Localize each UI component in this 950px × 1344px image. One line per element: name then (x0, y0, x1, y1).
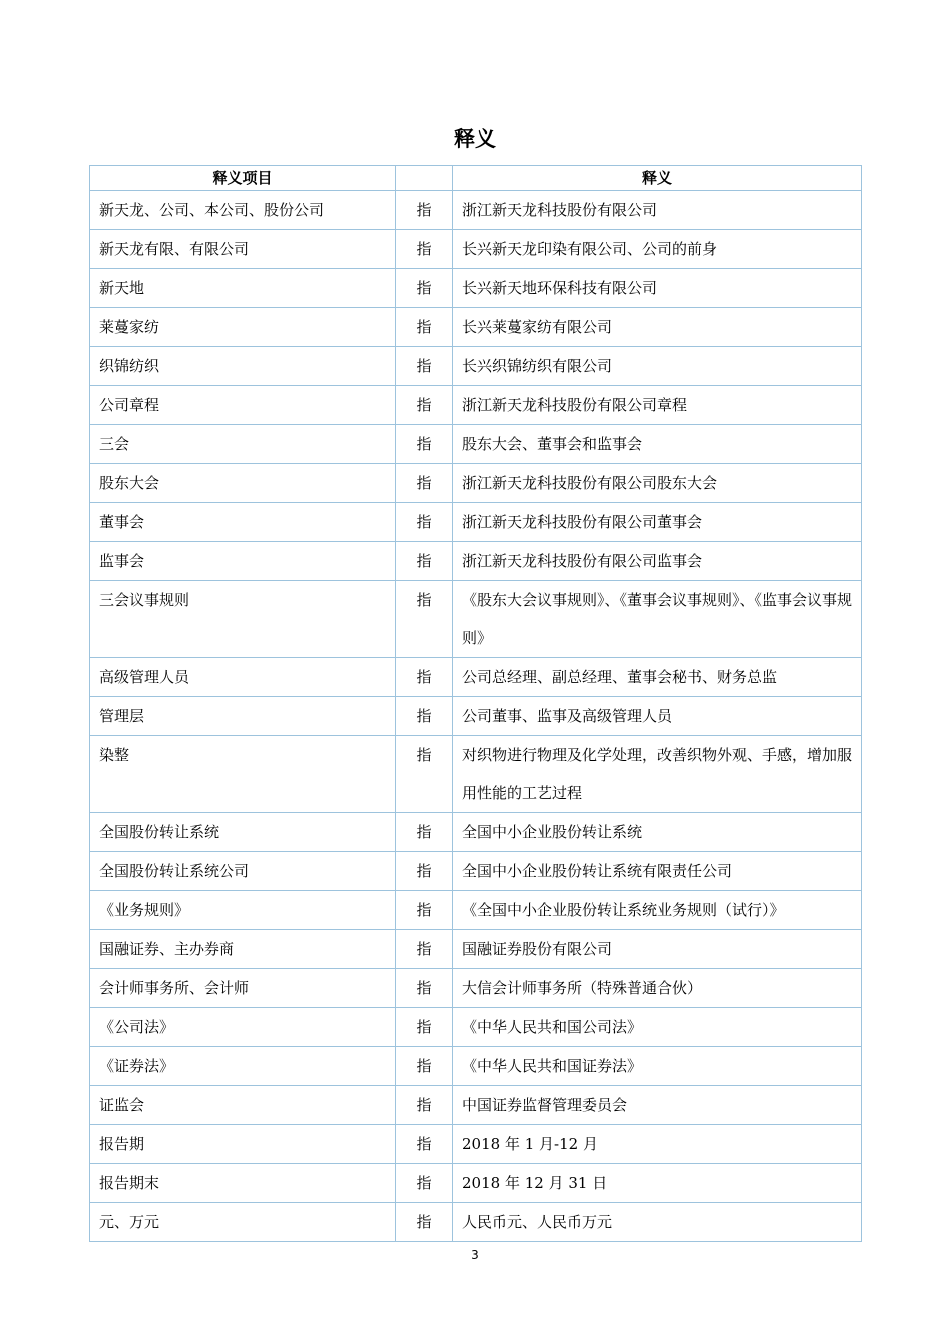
definition-cell: 中国证券监督管理委员会 (453, 1086, 862, 1125)
header-definition: 释义 (453, 166, 862, 191)
ref-cell: 指 (396, 1125, 453, 1164)
ref-cell: 指 (396, 1164, 453, 1203)
term-cell: 新天龙、公司、本公司、股份公司 (90, 191, 396, 230)
ref-cell: 指 (396, 930, 453, 969)
table-row (90, 464, 862, 503)
ref-cell: 指 (396, 230, 453, 269)
table-row (90, 813, 862, 852)
definition-cell: 《中华人民共和国公司法》 (453, 1008, 862, 1047)
ref-cell: 指 (396, 658, 453, 697)
header-ref (396, 166, 453, 191)
ref-cell: 指 (396, 347, 453, 386)
definitions-table (89, 165, 862, 1242)
table-row (90, 1047, 862, 1086)
table-row (90, 1008, 862, 1047)
ref-cell: 指 (396, 852, 453, 891)
definition-cell: 浙江新天龙科技股份有限公司章程 (453, 386, 862, 425)
definition-cell: 大信会计师事务所（特殊普通合伙） (453, 969, 862, 1008)
ref-cell: 指 (396, 736, 453, 813)
ref-cell: 指 (396, 1008, 453, 1047)
table-row (90, 269, 862, 308)
ref-cell: 指 (396, 542, 453, 581)
ref-cell: 指 (396, 386, 453, 425)
term-cell: 管理层 (90, 697, 396, 736)
definition-cell: 浙江新天龙科技股份有限公司股东大会 (453, 464, 862, 503)
table-row (90, 1164, 862, 1203)
ref-cell: 指 (396, 1203, 453, 1242)
definition-cell: 全国中小企业股份转让系统有限责任公司 (453, 852, 862, 891)
definition-cell: 长兴新天龙印染有限公司、公司的前身 (453, 230, 862, 269)
ref-cell: 指 (396, 813, 453, 852)
term-cell: 国融证券、主办券商 (90, 930, 396, 969)
definition-cell: 人民币元、人民币万元 (453, 1203, 862, 1242)
term-cell: 公司章程 (90, 386, 396, 425)
definition-cell: 长兴新天地环保科技有限公司 (453, 269, 862, 308)
ref-cell: 指 (396, 1047, 453, 1086)
definition-cell: 公司总经理、副总经理、董事会秘书、财务总监 (453, 658, 862, 697)
definition-cell: 2018 年 12 月 31 日 (453, 1164, 862, 1203)
table-row (90, 1125, 862, 1164)
definition-cell: 《中华人民共和国证券法》 (453, 1047, 862, 1086)
definition-cell: 《股东大会议事规则》、《董事会议事规则》、《监事会议事规则》 (453, 581, 862, 658)
term-cell: 会计师事务所、会计师 (90, 969, 396, 1008)
table-row (90, 969, 862, 1008)
ref-cell: 指 (396, 464, 453, 503)
definition-cell: 浙江新天龙科技股份有限公司 (453, 191, 862, 230)
ref-cell: 指 (396, 503, 453, 542)
table-row (90, 230, 862, 269)
term-cell: 三会议事规则 (90, 581, 396, 658)
term-cell: 新天地 (90, 269, 396, 308)
header-term: 释义项目 (90, 166, 396, 191)
definition-cell: 全国中小企业股份转让系统 (453, 813, 862, 852)
definition-cell: 浙江新天龙科技股份有限公司监事会 (453, 542, 862, 581)
term-cell: 监事会 (90, 542, 396, 581)
term-cell: 元、万元 (90, 1203, 396, 1242)
table-row (90, 347, 862, 386)
term-cell: 证监会 (90, 1086, 396, 1125)
ref-cell: 指 (396, 581, 453, 658)
definition-cell: 长兴莱蔓家纺有限公司 (453, 308, 862, 347)
table-row (90, 891, 862, 930)
table-row (90, 581, 862, 658)
term-cell: 新天龙有限、有限公司 (90, 230, 396, 269)
table-row (90, 308, 862, 347)
definition-cell: 股东大会、董事会和监事会 (453, 425, 862, 464)
definition-cell: 国融证券股份有限公司 (453, 930, 862, 969)
term-cell: 全国股份转让系统公司 (90, 852, 396, 891)
table-row (90, 503, 862, 542)
definition-cell: 长兴织锦纺织有限公司 (453, 347, 862, 386)
term-cell: 《证券法》 (90, 1047, 396, 1086)
term-cell: 织锦纺织 (90, 347, 396, 386)
term-cell: 报告期 (90, 1125, 396, 1164)
ref-cell: 指 (396, 308, 453, 347)
term-cell: 《公司法》 (90, 1008, 396, 1047)
ref-cell: 指 (396, 1086, 453, 1125)
term-cell: 高级管理人员 (90, 658, 396, 697)
ref-cell: 指 (396, 969, 453, 1008)
ref-cell: 指 (396, 269, 453, 308)
table-row (90, 736, 862, 813)
table-row (90, 852, 862, 891)
ref-cell: 指 (396, 191, 453, 230)
table-header-row (90, 166, 862, 191)
definition-cell: 《全国中小企业股份转让系统业务规则（试行）》 (453, 891, 862, 930)
table-row (90, 386, 862, 425)
term-cell: 全国股份转让系统 (90, 813, 396, 852)
ref-cell: 指 (396, 891, 453, 930)
table-row (90, 1086, 862, 1125)
table-row (90, 697, 862, 736)
term-cell: 莱蔓家纺 (90, 308, 396, 347)
table-row (90, 425, 862, 464)
term-cell: 染整 (90, 736, 396, 813)
ref-cell: 指 (396, 697, 453, 736)
table-row (90, 1203, 862, 1242)
definition-cell: 浙江新天龙科技股份有限公司董事会 (453, 503, 862, 542)
definition-cell: 对织物进行物理及化学处理，改善织物外观、手感，增加服用性能的工艺过程 (453, 736, 862, 813)
page-number: 3 (471, 1248, 479, 1262)
table-row (90, 930, 862, 969)
term-cell: 三会 (90, 425, 396, 464)
table-body (90, 191, 862, 1242)
ref-cell: 指 (396, 425, 453, 464)
definition-cell: 公司董事、监事及高级管理人员 (453, 697, 862, 736)
definition-cell: 2018 年 1 月-12 月 (453, 1125, 862, 1164)
table-row (90, 191, 862, 230)
term-cell: 董事会 (90, 503, 396, 542)
table-row (90, 658, 862, 697)
table-row (90, 542, 862, 581)
term-cell: 《业务规则》 (90, 891, 396, 930)
term-cell: 股东大会 (90, 464, 396, 503)
page-title: 释义 (454, 127, 496, 151)
term-cell: 报告期末 (90, 1164, 396, 1203)
